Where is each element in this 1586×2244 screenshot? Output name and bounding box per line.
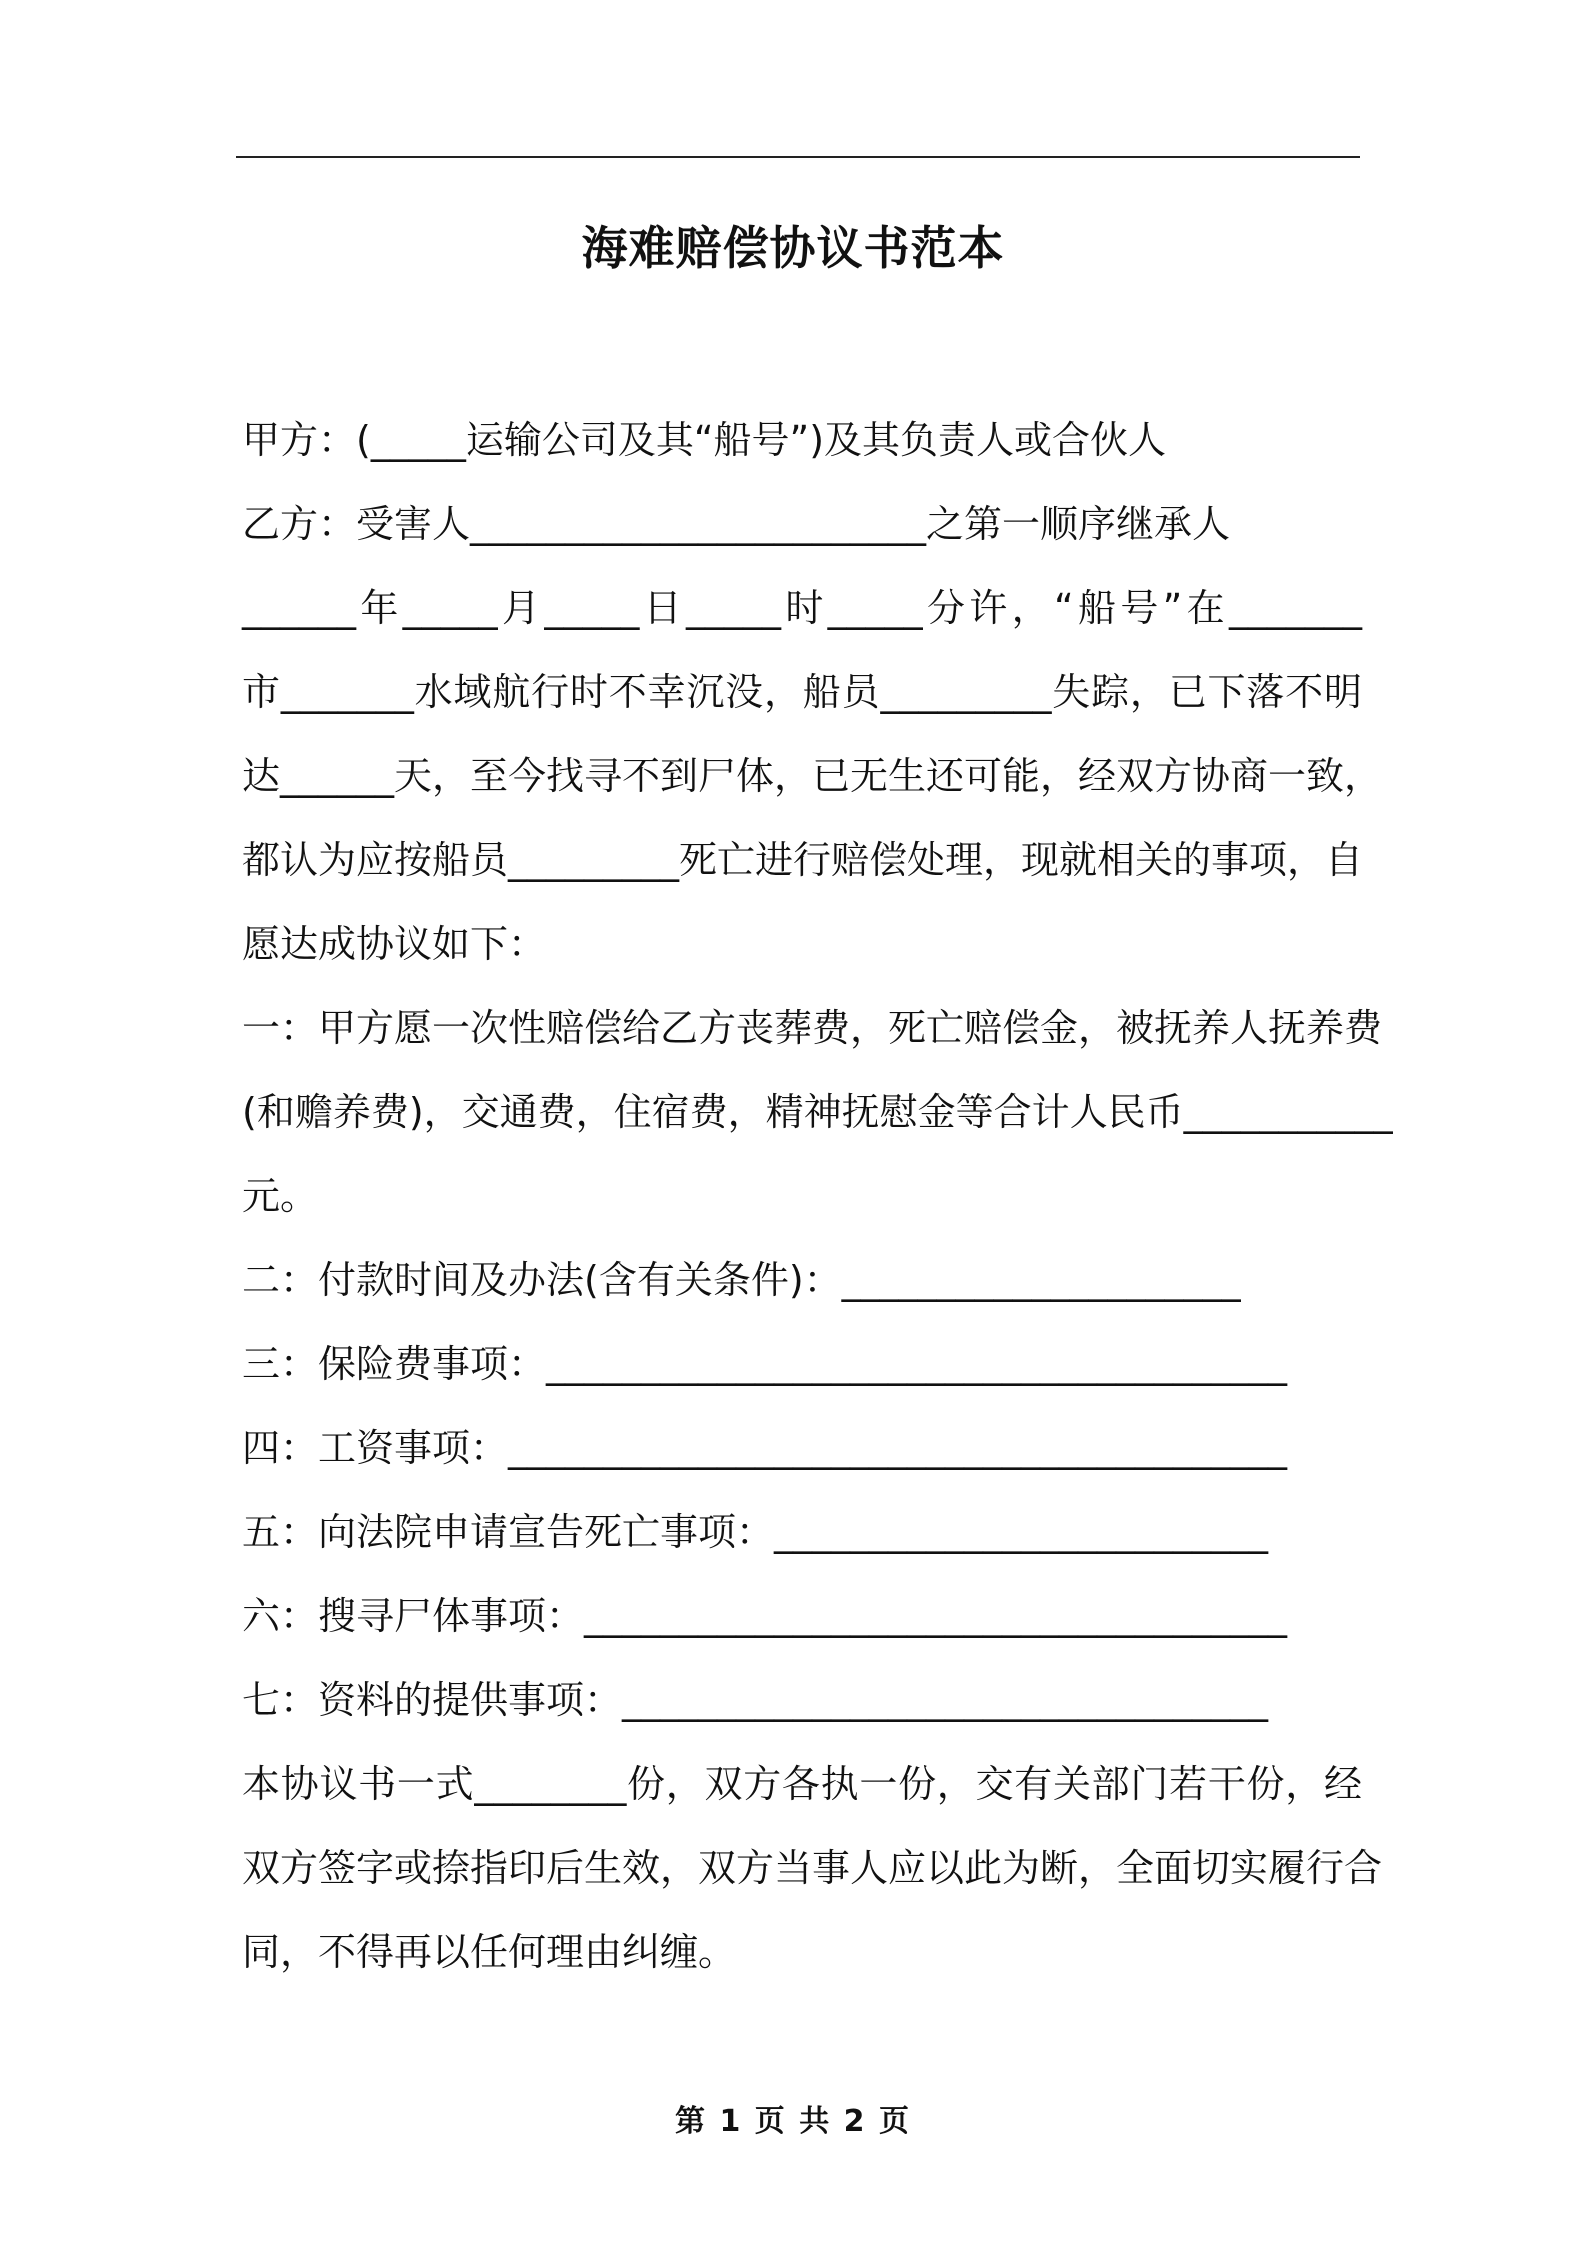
clause-3-text: 三：保险费事项：_______________________________________ xyxy=(242,1342,1288,1386)
incident-line-5 xyxy=(242,902,1362,986)
clause-6-text: 六：搜寻尸体事项：_____________________________________ xyxy=(242,1594,1288,1638)
party-a-text: 甲方：(_____运输公司及其“船号”)及其负责人或合伙人 xyxy=(242,418,1167,462)
incident-text-2: 市_______水域航行时不幸沉没，船员_________失踪，已下落不明 xyxy=(242,670,1362,714)
document-title: 海难赔偿协议书范本 xyxy=(581,221,1005,275)
party-b-line xyxy=(242,482,1362,566)
clause-3-line xyxy=(242,1322,1362,1406)
document-body xyxy=(242,398,1393,1994)
incident-line-3 xyxy=(242,734,1383,818)
closing-line-1 xyxy=(242,1742,1362,1826)
clause-5-text: 五：向法院申请宣告死亡事项：__________________________ xyxy=(242,1510,1269,1554)
clause-7-text: 七：资料的提供事项：__________________________________ xyxy=(242,1678,1269,1722)
clause-1-line-3 xyxy=(242,1154,1362,1238)
closing-text-3: 同，不得再以任何理由纠缠。 xyxy=(242,1930,737,1974)
clause-1-text-3: 元。 xyxy=(242,1174,319,1218)
header-rule xyxy=(236,156,1360,158)
page-indicator: 第 1 页 共 2 页 xyxy=(675,2104,911,2139)
clause-4-line xyxy=(242,1406,1362,1490)
closing-line-3 xyxy=(242,1910,1362,1994)
incident-text-5: 愿达成协议如下： xyxy=(242,922,547,966)
clause-1-text-2: (和赡养费)，交通费，住宿费，精神抚慰金等合计人民币___________ xyxy=(242,1090,1393,1134)
incident-text-3: 达______天，至今找寻不到尸体，已无生还可能，经双方协商一致， xyxy=(242,754,1383,798)
clause-2-text: 二：付款时间及办法(含有关条件)：_____________________ xyxy=(242,1258,1241,1302)
clause-1-line-1 xyxy=(242,986,1383,1070)
incident-line-2 xyxy=(242,650,1362,734)
closing-line-2 xyxy=(242,1826,1383,1910)
party-a-line xyxy=(242,398,1362,482)
clause-1-line-2 xyxy=(242,1070,1393,1154)
clause-7-line xyxy=(242,1658,1362,1742)
party-b-text: 乙方：受害人________________________之第一顺序继承人 xyxy=(242,502,1231,546)
clause-6-line xyxy=(242,1574,1362,1658)
clause-1-text-1: 一：甲方愿一次性赔偿给乙方丧葬费，死亡赔偿金，被抚养人抚养费 xyxy=(242,1006,1383,1050)
closing-text-1: 本协议书一式________份，双方各执一份，交有关部门若干份，经 xyxy=(242,1762,1362,1806)
incident-line-4 xyxy=(242,818,1362,902)
incident-text-1: ______年_____月_____日_____时_____分许，“船号”在_______ xyxy=(242,586,1362,630)
clause-4-text: 四：工资事项：_________________________________________ xyxy=(242,1426,1288,1470)
incident-line-1 xyxy=(242,566,1362,650)
clause-2-line xyxy=(242,1238,1362,1322)
clause-5-line xyxy=(242,1490,1362,1574)
closing-text-2: 双方签字或捺指印后生效，双方当事人应以此为断，全面切实履行合 xyxy=(242,1846,1383,1890)
incident-text-4: 都认为应按船员_________死亡进行赔偿处理，现就相关的事项，自 xyxy=(242,838,1364,882)
